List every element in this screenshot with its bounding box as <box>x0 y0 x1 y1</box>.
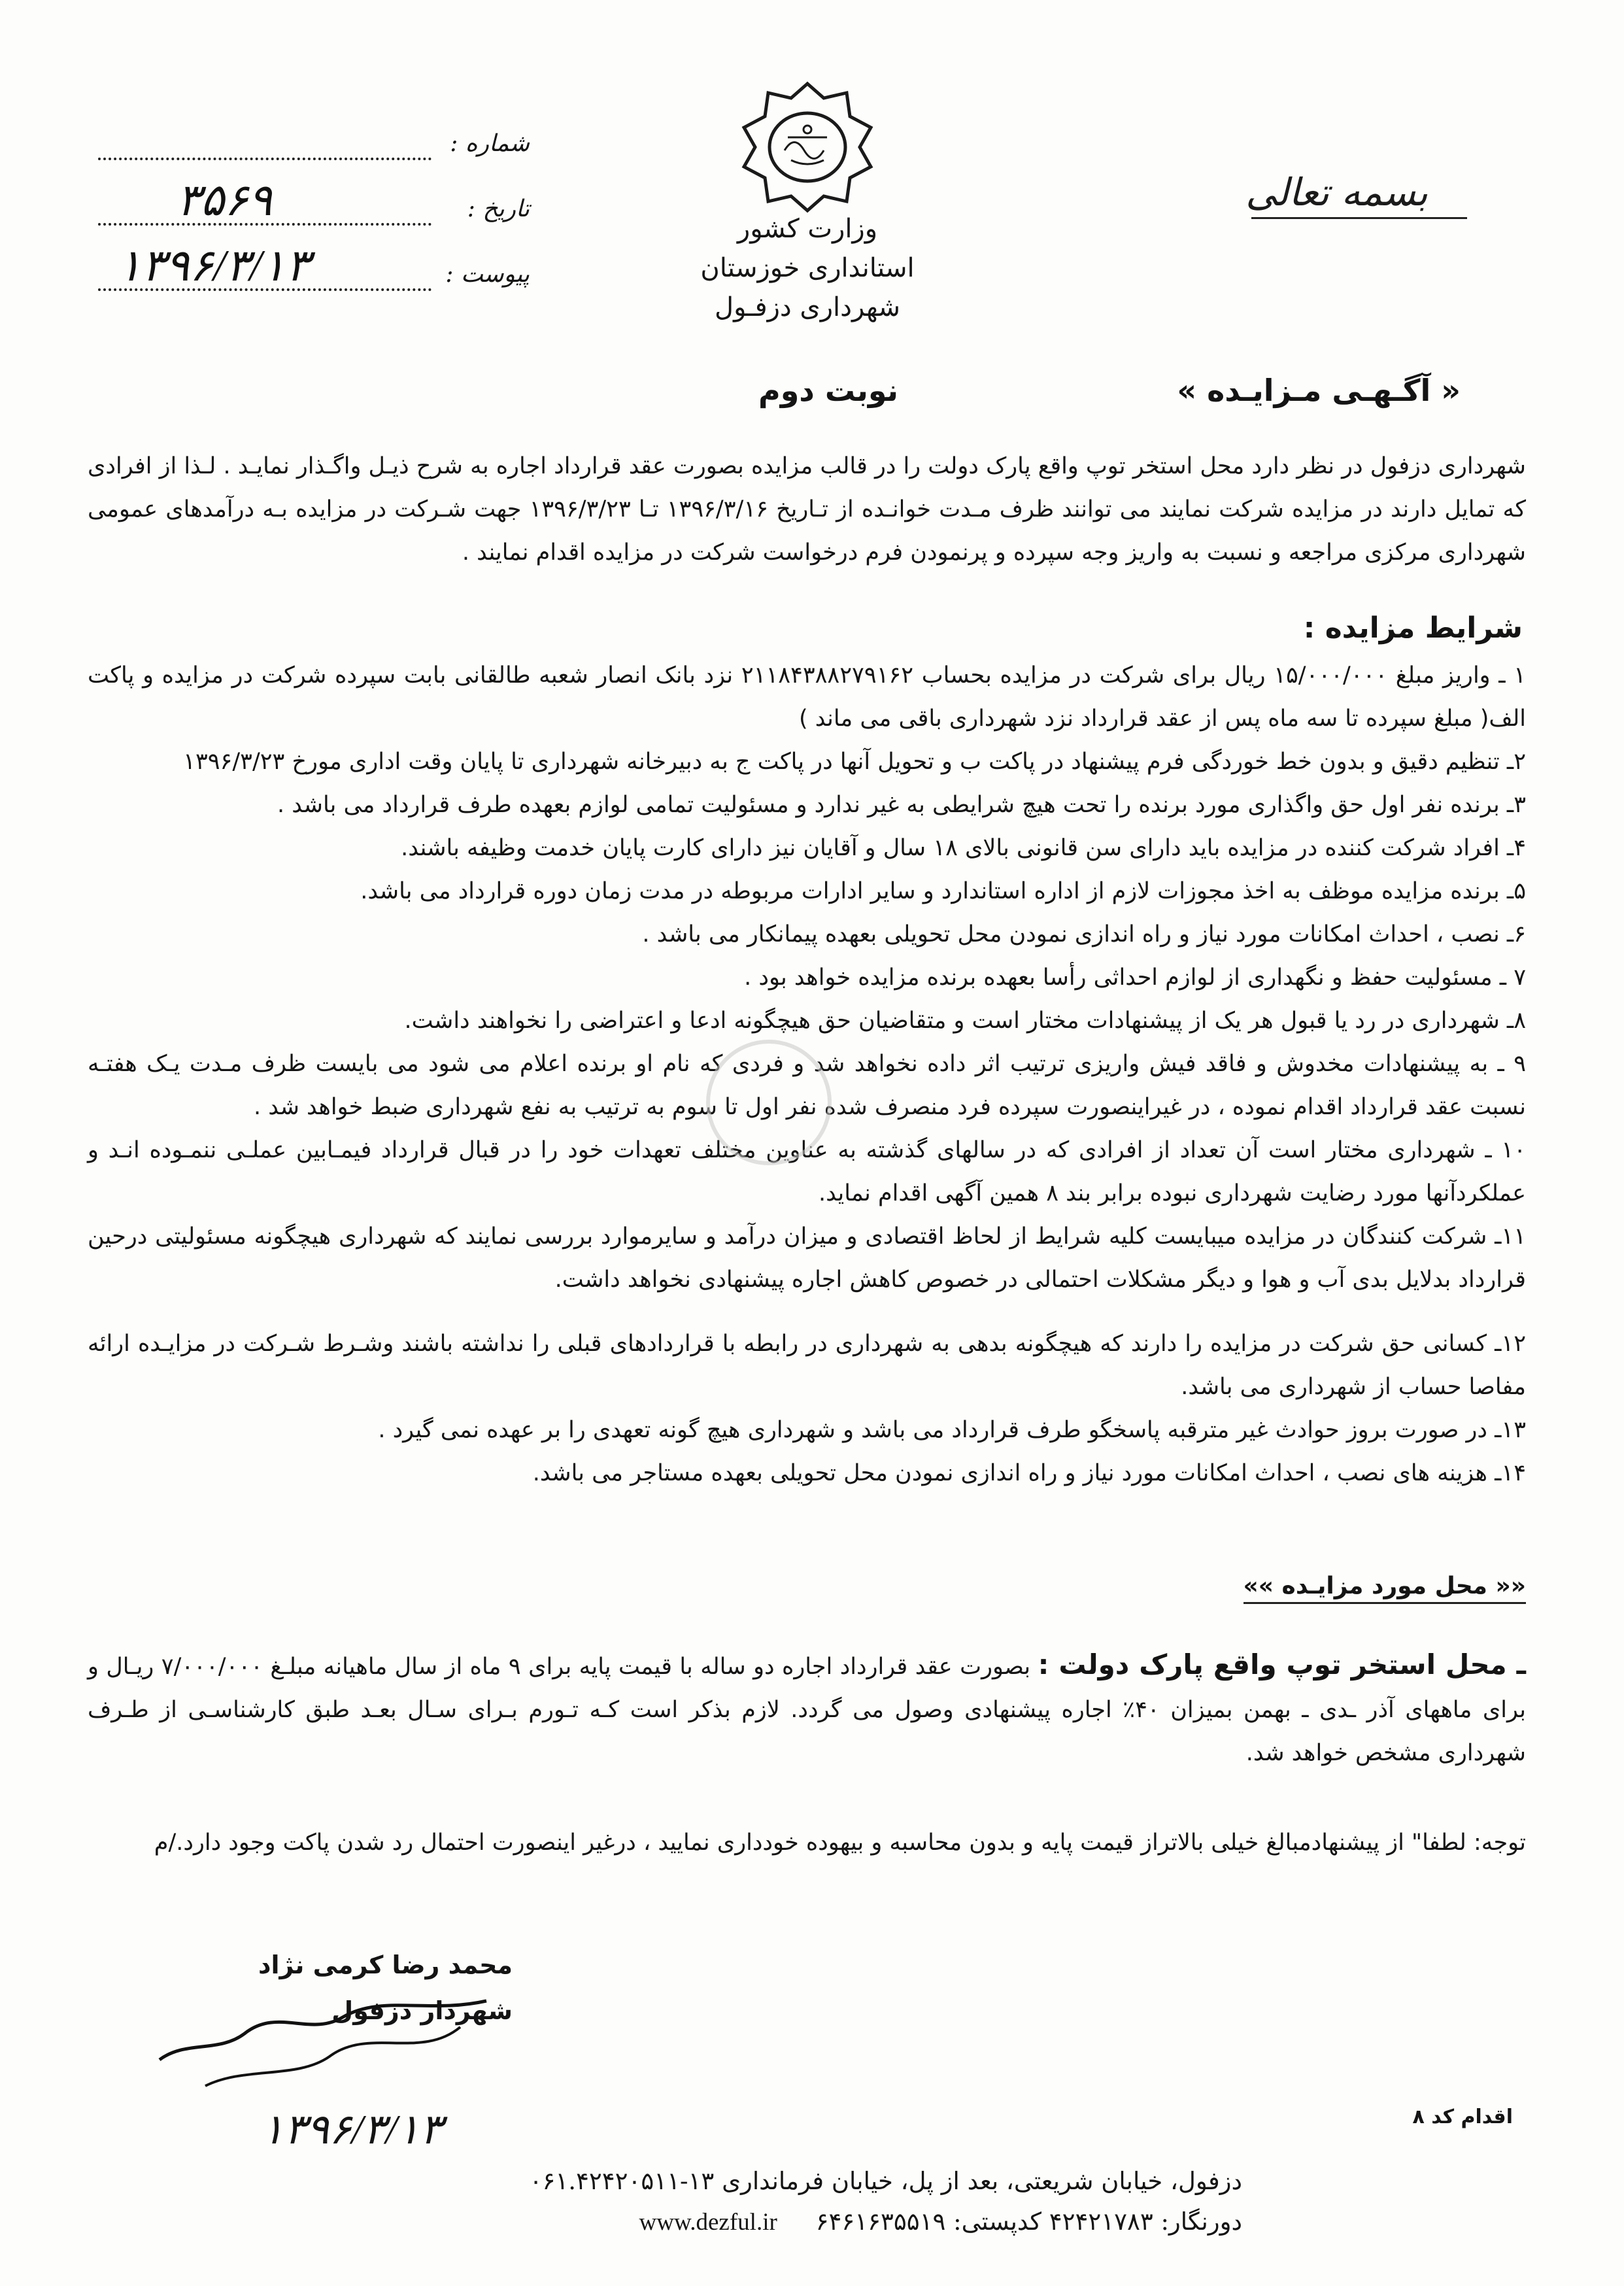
website-link[interactable]: www.dezful.ir <box>639 2209 777 2236</box>
condition-item: ۱ ـ واریز مبلغ ۱۵/۰۰۰/۰۰۰ ریال برای شرکت در مزایده بحساب ۲۱۱۸۴۳۸۸۲۷۹۱۶۲ نزد بانک انصار شعبه طالقانی بابت سپرده شرکت در مزایده و پاکت الف( مبلغ سپرده تا سه ماه پس از عقد قرارداد نزد شهرداری باقی می ماند ) <box>88 662 1526 732</box>
condition-item: ۱۱ـ شرکت کنندگان در مزایده میبایست کلیه شرایط از لحاظ اقتصادی و میزان درآمد و سایرموارد بررسی نمایند که شهرداری هیچگونه مسئولیتی درحین قرارداد بدلایل بدی آب و هوا و دیگر مشکلات احتمالی در خصوص کاهش اجاره پیشنهادی نخواهد داشت. <box>88 1223 1526 1293</box>
notice-round: نوبت دوم <box>758 373 899 408</box>
signature-block <box>146 1942 513 2034</box>
conditions-title: شرایط مزایده : <box>1303 611 1523 645</box>
watermark-ring-icon <box>706 1040 832 1165</box>
date-label: تاریخ : <box>467 196 530 222</box>
place-description <box>88 1643 1526 1775</box>
ministry-line: وزارت کشور <box>737 214 878 244</box>
condition-item: ۴ـ افراد شرکت کننده در مزایده باید دارای سن قانونی بالای ۱۸ سال و آقایان نیز دارای کارت پایان خدمت وظیفه باشند. <box>401 835 1526 861</box>
mayor-title: شهردار دزفول <box>331 1996 513 2025</box>
address-line: دزفول، خیابان شریعتی، بعد از پل، خیابان فرمانداری ۱۳-۰۶۱.۴۲۴۲۰۵۱۱ <box>529 2167 1242 2195</box>
bismillah-underline <box>1251 217 1467 219</box>
condition-item: ۸ـ شهرداری در رد یا قبول هر یک از پیشنهادات مختار است و متقاضیان حق هیچگونه ادعا و اعتراضی را نخواهند داشت. <box>404 1008 1526 1034</box>
fax-postal-text: دورنگار: ۴۲۴۲۱۷۸۳ کدپستی: ۶۴۶۱۶۳۵۵۱۹ <box>815 2208 1242 2236</box>
number-row <box>98 121 530 180</box>
handwritten-date: ۱۳۹۶/۳/۱۳ <box>262 2106 443 2153</box>
condition-item: ۲ـ تنظیم دقیق و بدون خط خوردگی فرم پیشنهاد در پاکت ب و تحویل آنها در پاکت ج به دبیرخانه شهرداری تا پایان وقت اداری مورخ ۱۳۹۶/۳/۲۳ <box>183 749 1526 775</box>
place-heading: «« محل مورد مزایـده »» <box>1243 1573 1526 1604</box>
municipality-line: شهرداری دزفـول <box>715 292 900 322</box>
notice-intro: شهرداری دزفول در نظر دارد محل استخر توپ واقع پارک دولت را در قالب مزایده بصورت عقد قرارداد اجاره به شرح ذیـل واگـذار نمایـد . لـذا از افرادی که تمایل دارند در مزایده شرکت نمایند می توانند ظرف مـدت خوانـده از تـاریخ ۱۳۹۶/۳/۱۶ تـا ۱۳۹۶/۳/۲۳ جهت شـرکت در مزایده بـه درآمدهای عمومی شهرداری مرکزی مراجعه و نسبت به واریز وجه سپرده و پرنمودن فرم درخواست شرکت در مزایده اقدام نمایند . <box>87 453 1526 566</box>
attachment-value: ۱۳۹۶/۳/۱۳ <box>118 241 310 290</box>
condition-item: ۱۴ـ هزینه های نصب ، احداث امکانات مورد نیاز و راه اندازی نمودن محل تحویلی بعهده مستاجر می باشد. <box>532 1460 1526 1486</box>
action-code: اقدام کد ۸ <box>1412 2106 1513 2128</box>
condition-item: ۷ ـ مسئولیت حفظ و نگهداری از لوازم احداثی رأسا بعهده برنده مزایده خواهد بود . <box>744 964 1526 991</box>
condition-item: ۶ـ نصب ، احداث امکانات مورد نیاز و راه اندازی نمودن محل تحویلی بعهده پیمانکار می باشد . <box>642 921 1526 947</box>
number-label: شماره : <box>450 130 530 157</box>
watermark-stamp <box>628 1033 902 1229</box>
signature-scribble-icon <box>146 1988 513 2112</box>
condition-item: ۹ ـ به پیشنهادات مخدوش و فاقد فیش واریزی ترتیب اثر داده نخواهد شد و فردی که نام او برنده اعلام می شود می بایست ظرف مـدت یـک هفتـه نسبت عقد قرارداد اقدام نموده ، در غیراینصورت سپرده فرد منصرف شده نفر اول تا سوم به ترتیب به نفع شهرداری ضبط خواهد شد . <box>88 1051 1526 1120</box>
number-dotted-line <box>98 158 431 160</box>
condition-item: ۳ـ برنده نفر اول حق واگذاری مورد برنده را تحت هیچ شرایطی به غیر ندارد و مسئولیت تمامی لوازم بعهده طرف قرارداد می باشد . <box>277 792 1526 818</box>
ministry-block <box>680 209 935 327</box>
address-footer <box>392 2161 1242 2243</box>
attachment-label: پیوست : <box>445 261 530 288</box>
municipality-emblem-icon <box>719 78 896 216</box>
notice-note: توجه: لطفا" از پیشنهادمبالغ خیلی بالاتراز قیمت پایه و بدون محاسبه و بیهوده خودداری نمایید ، درغیر اینصورت احتمال رد شدن پاکت وجود دارد./م <box>154 1830 1526 1856</box>
condition-item: ۱۰ ـ شهرداری مختار است آن تعداد از افرادی که در سالهای گذشته به عناوین مختلف تعهدات خود را در قبال قرارداد فیمـابین عملـی ننمـوده انـد و عملکردآنها مورد رضایت شهرداری نبوده برابر بند ۸ همین آگهی اقدام نماید. <box>88 1137 1526 1206</box>
notice-title: « آگـهـی مـزایـده » <box>1177 373 1461 408</box>
place-body: بصورت عقد قرارداد اجاره دو ساله با قیمت پایه برای ۹ ماه از سال ماهیانه مبلـغ ۷/۰۰۰/۰۰۰ ریـال و برای ماههای آذر ـدی ـ بهمن بمیزان ۴۰٪ اجاره پیشنهادی وصول می گردد. لازم بذکر است کـه تـورم بـرای سـال بعـد طبق کارشناسـی از طـرف شهرداری مشخص خواهد شد. <box>88 1654 1527 1766</box>
province-line: استانداری خوزستان <box>700 253 915 283</box>
date-row <box>98 175 530 245</box>
condition-item: ۵ـ برنده مزایده موظف به اخذ مجوزات لازم از اداره استاندارد و سایر ادارات مربوطه در مدت زمان دوره قرارداد می باشد. <box>360 878 1526 904</box>
attachment-row <box>98 241 530 311</box>
fax-postal-line <box>392 2202 1242 2243</box>
condition-item: ۱۲ـ کسانی حق شرکت در مزایده را دارند که هیچگونه بدهی به شهرداری در رابطه با قراردادهای قبلی را نداشته باشند وشـرط شـرکت در مزایـده ارائه مفاصا حساب از شهرداری می باشد. <box>88 1331 1526 1400</box>
mayor-name: محمد رضا کرمی نژاد <box>258 1951 513 1979</box>
place-lead: ـ محل استخر توپ واقع پارک دولت : <box>1038 1648 1526 1680</box>
condition-item: ۱۳ـ در صورت بروز حوادث غیر مترقبه پاسخگو طرف قرارداد می باشد و شهرداری هیچ گونه تعهدی را بر عهده نمی گیرد . <box>378 1417 1526 1443</box>
date-value: ۳۵۶۹ <box>177 175 273 225</box>
bismillah-heading: بسمه تعالی <box>1245 170 1428 214</box>
